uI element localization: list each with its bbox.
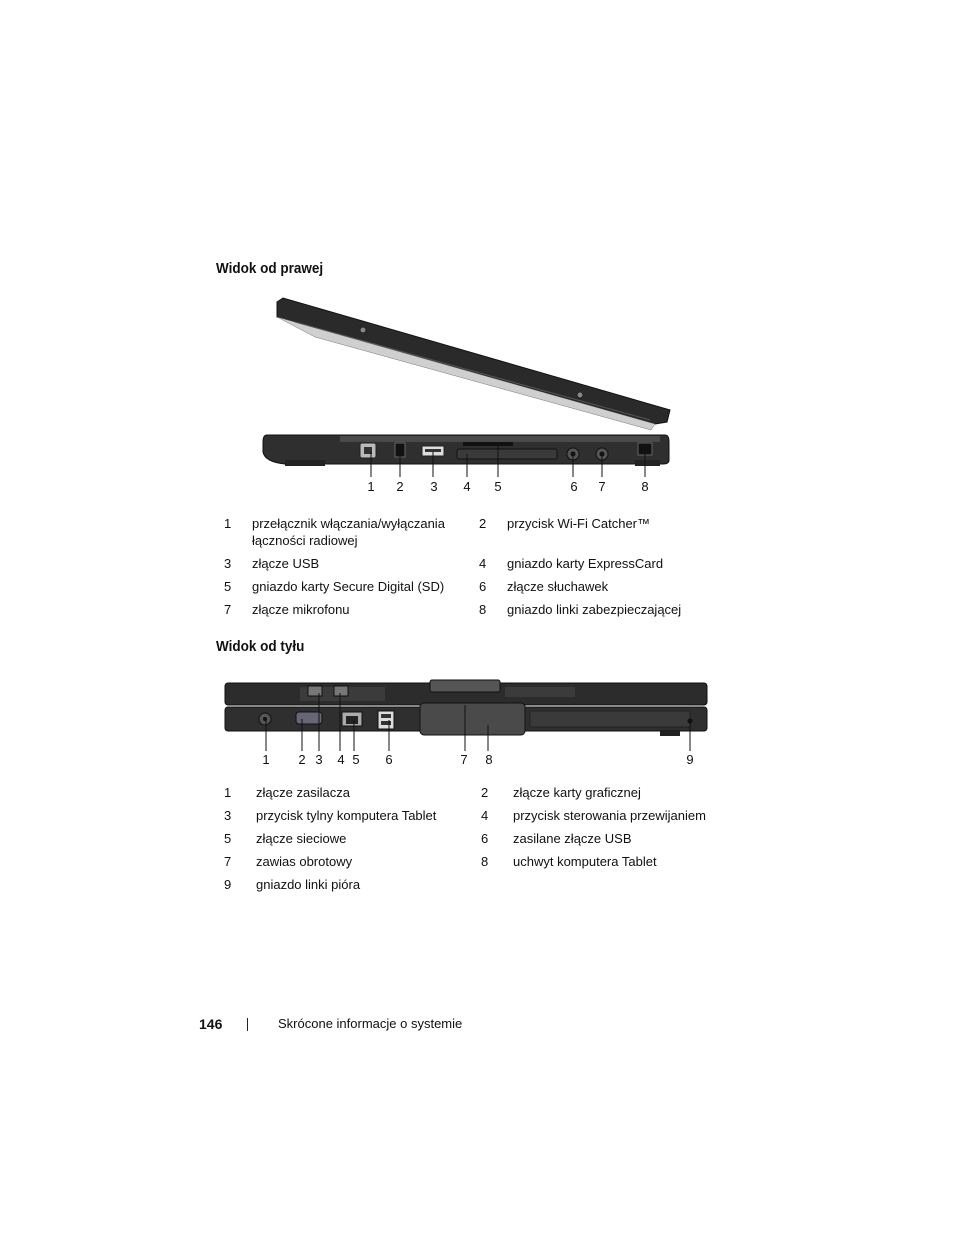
- legend-text: zawias obrotowy: [256, 854, 353, 869]
- legend-text: przycisk sterowania przewijaniem: [513, 808, 706, 823]
- legend-number: 8: [479, 602, 487, 617]
- callout-7: 7: [598, 479, 606, 494]
- laptop-right-side-drawing: [255, 292, 680, 497]
- legend-row: [224, 853, 738, 876]
- legend-text: zasilane złącze USB: [513, 831, 632, 846]
- callout-9: 9: [686, 752, 694, 767]
- legend-number: 2: [479, 516, 487, 531]
- legend-text: przycisk Wi-Fi Catcher™: [507, 516, 651, 531]
- callout-4: 4: [337, 752, 345, 767]
- legend-row: [224, 876, 738, 899]
- legend-number: 9: [224, 877, 232, 892]
- legend-text: uchwyt komputera Tablet: [513, 854, 657, 869]
- legend-text: złącze USB: [252, 556, 320, 571]
- laptop-back-side-illustration: [220, 675, 710, 770]
- legend-number: 1: [224, 785, 232, 800]
- legend-text: gniazdo linki pióra: [256, 877, 361, 892]
- section-heading-right-view: Widok od prawej: [216, 260, 324, 277]
- legend-number: 8: [481, 854, 489, 869]
- legend-number: 1: [224, 516, 232, 531]
- legend-row: [224, 555, 707, 578]
- legend-table-right-view: [224, 515, 707, 624]
- legend-number: 7: [224, 602, 232, 617]
- callout-3: 3: [315, 752, 323, 767]
- legend-row: [224, 601, 707, 624]
- callout-1: 1: [367, 479, 375, 494]
- legend-number: 2: [481, 785, 489, 800]
- legend-number: 4: [481, 808, 489, 823]
- legend-number: 5: [224, 831, 232, 846]
- legend-text: przełącznik włączania/wyłączania łączności radiowej: [252, 516, 445, 548]
- legend-text: złącze słuchawek: [507, 579, 609, 594]
- callout-7: 7: [460, 752, 468, 767]
- legend-text: złącze mikrofonu: [252, 602, 350, 617]
- section-heading-back-view: Widok od tyłu: [216, 638, 305, 655]
- legend-number: 5: [224, 579, 232, 594]
- legend-row: [224, 807, 738, 830]
- legend-text: przycisk tylny komputera Tablet: [256, 808, 437, 823]
- callout-4: 4: [463, 479, 471, 494]
- legend-row: [224, 830, 738, 853]
- legend-row: [224, 578, 707, 601]
- legend-text: złącze karty graficznej: [513, 785, 641, 800]
- legend-number: 4: [479, 556, 487, 571]
- footer-title: Skrócone informacje o systemie: [278, 1016, 463, 1031]
- legend-text: [513, 876, 738, 899]
- legend-table-back-view: [224, 784, 738, 899]
- callout-2: 2: [298, 752, 306, 767]
- page-number: 146: [199, 1016, 223, 1032]
- callout-5: 5: [494, 479, 502, 494]
- legend-text: złącze zasilacza: [256, 785, 350, 800]
- legend-row: [224, 784, 738, 807]
- callout-3: 3: [430, 479, 438, 494]
- legend-text: gniazdo karty Secure Digital (SD): [252, 579, 445, 594]
- legend-row: [224, 515, 707, 555]
- legend-text: złącze sieciowe: [256, 831, 347, 846]
- legend-text: gniazdo karty ExpressCard: [507, 556, 664, 571]
- callout-6: 6: [385, 752, 393, 767]
- legend-text: gniazdo linki zabezpieczającej: [507, 602, 682, 617]
- callout-8: 8: [641, 479, 649, 494]
- callout-1: 1: [262, 752, 270, 767]
- legend-number: 3: [224, 808, 232, 823]
- callout-5: 5: [352, 752, 360, 767]
- legend-number: 7: [224, 854, 232, 869]
- legend-number: [481, 876, 513, 899]
- legend-number: 6: [479, 579, 487, 594]
- callout-8: 8: [485, 752, 493, 767]
- callout-2: 2: [396, 479, 404, 494]
- laptop-right-side-illustration: [255, 292, 680, 497]
- legend-number: 6: [481, 831, 489, 846]
- callout-6: 6: [570, 479, 578, 494]
- legend-number: 3: [224, 556, 232, 571]
- footer-divider: [247, 1018, 248, 1031]
